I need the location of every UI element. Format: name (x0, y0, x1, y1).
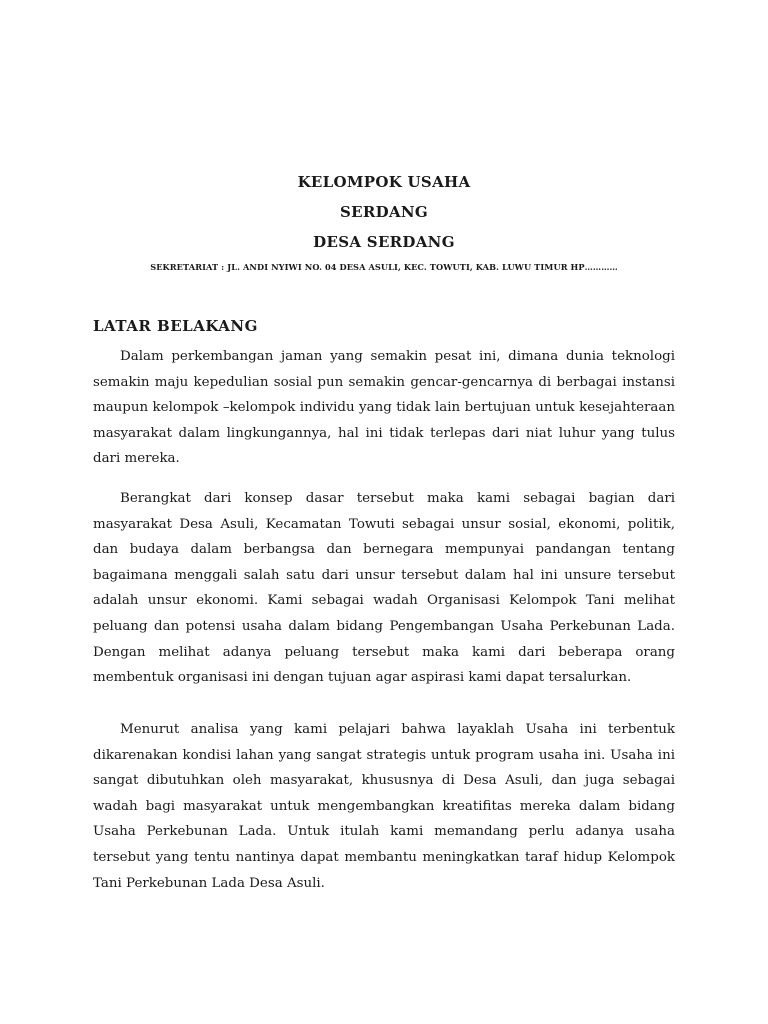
paragraph-1: Dalam perkembangan jaman yang semakin pesat ini, dimana dunia teknologi semakin maju kepedulian sosial pun semakin gencar-gencarnya di berbagai instansi maupun kelompok –kelompok individu yang tidak lain bertujuan untuk kesejahteraan masyarakat dalam lingkungannya, hal ini tidak terlepas dari niat luhur yang tulus dari mereka. (93, 349, 675, 467)
secretariat-address: SEKRETARIAT : JL. ANDI NYIWI NO. 04 DESA ASULI, KEC. TOWUTI, KAB. LUWU TIMUR HP………… (150, 262, 618, 272)
header-title-line-2: SERDANG (340, 203, 428, 221)
header-title-line-3: DESA SERDANG (313, 233, 455, 251)
paragraph-2: Berangkat dari konsep dasar tersebut maka kami sebagai bagian dari masyarakat Desa Asuli, Kecamatan Towuti sebagai unsur sosial, ekonomi, politik, dan budaya dalam berbangsa dan bernegara mempunyai pandangan tentang bagaimana menggali salah satu dari unsur tersebut dalam hal ini unsure tersebut adalah unsur ekonomi. Kami sebagai wadah Organisasi Kelompok Tani melihat peluang dan potensi usaha dalam bidang Pengembangan Usaha Perkebunan Lada. Dengan melihat adanya peluang tersebut maka kami dari beberapa orang membentuk organisasi ini dengan tujuan agar aspirasi kami dapat tersalurkan. (93, 491, 675, 686)
section-title: LATAR BELAKANG (93, 317, 258, 335)
header-title-line-1: KELOMPOK USAHA (297, 173, 471, 191)
paragraph-3: Menurut analisa yang kami pelajari bahwa layaklah Usaha ini terbentuk dikarenakan kondisi lahan yang sangat strategis untuk program usaha ini. Usaha ini sangat dibutuhkan oleh masyarakat, khususnya di Desa Asuli, dan juga sebagai wadah bagi masyarakat untuk mengembangkan kreatifitas mereka dalam bidang Usaha Perkebunan Lada. Untuk itulah kami memandang perlu adanya usaha tersebut yang tentu nantinya dapat membantu meningkatkan taraf hidup Kelompok Tani Perkebunan Lada Desa Asuli. (93, 722, 675, 891)
